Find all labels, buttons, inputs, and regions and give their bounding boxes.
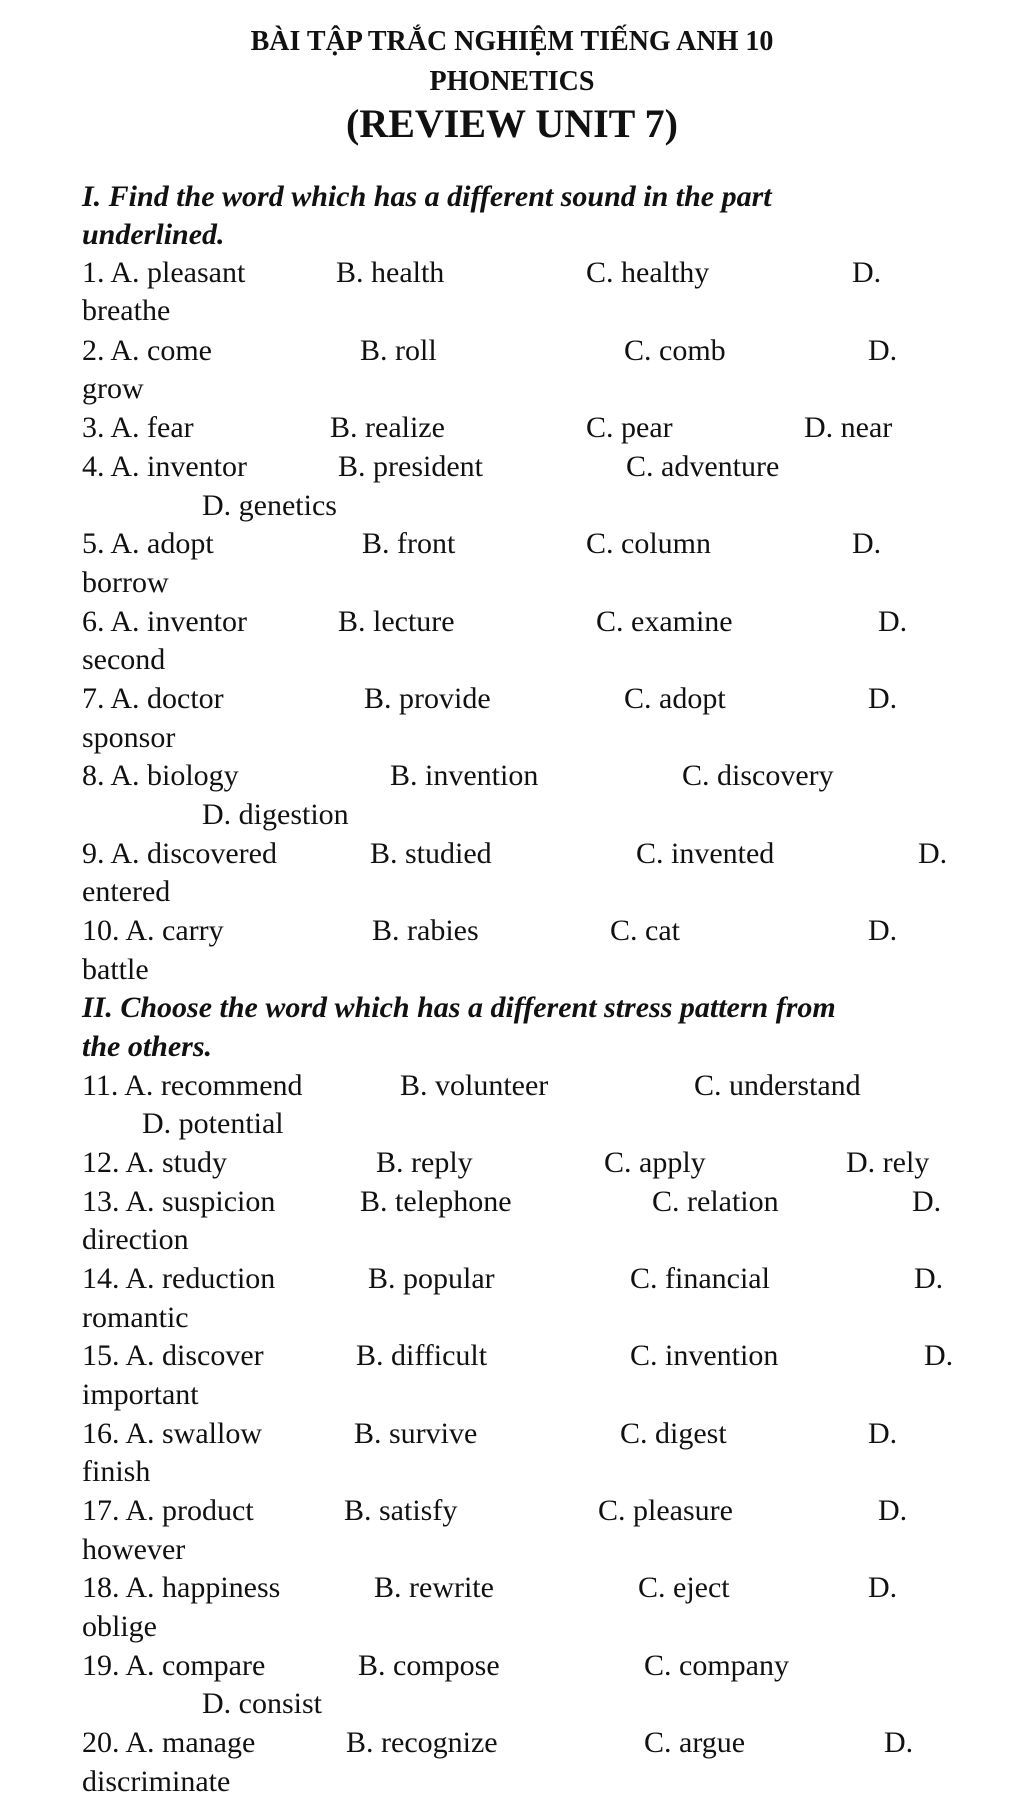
option-c: C. eject	[638, 1571, 730, 1604]
option-a: 17. A. product	[82, 1494, 254, 1527]
option-a: 8. A. biology	[82, 759, 239, 792]
option-a: 5. A. adopt	[82, 527, 214, 560]
option-b: B. health	[336, 256, 445, 289]
option-d-word: entered	[82, 875, 171, 908]
option-b: B. realize	[330, 411, 445, 444]
option-b: B. satisfy	[344, 1494, 458, 1527]
option-d: D.	[868, 682, 898, 715]
option-c: C. financial	[630, 1262, 770, 1295]
option-c: C. pleasure	[598, 1494, 733, 1527]
option-d: D.	[852, 256, 882, 289]
option-d-word: second	[82, 643, 166, 676]
option-d-word: battle	[82, 953, 149, 986]
option-d-word: romantic	[82, 1301, 189, 1334]
option-d: D.	[912, 1185, 942, 1218]
option-a: 16. A. swallow	[82, 1417, 262, 1450]
section-2-heading: II. Choose the word which has a different stress pattern from	[82, 991, 836, 1024]
option-c: C. invented	[636, 837, 775, 870]
option-a: 1. A. pleasant	[82, 256, 246, 289]
option-b: B. provide	[364, 682, 491, 715]
option-a: 19. A. compare	[82, 1649, 266, 1682]
option-c: C. adopt	[624, 682, 726, 715]
option-a: 11. A. recommend	[82, 1069, 303, 1102]
option-b: B. lecture	[338, 605, 455, 638]
option-c: C. pear	[586, 411, 673, 444]
option-d: D. rely	[846, 1146, 930, 1179]
option-a: 4. A. inventor	[82, 450, 247, 483]
option-d: D. digestion	[202, 798, 349, 831]
option-b: B. reply	[376, 1146, 473, 1179]
option-b: B. popular	[368, 1262, 495, 1295]
option-a: 18. A. happiness	[82, 1571, 281, 1604]
option-d-word: oblige	[82, 1610, 157, 1643]
option-d-word: direction	[82, 1223, 189, 1256]
option-a: 7. A. doctor	[82, 682, 224, 715]
section-2-heading-cont: the others.	[82, 1030, 213, 1063]
option-b: B. recognize	[346, 1726, 498, 1759]
option-c: C. apply	[604, 1146, 706, 1179]
option-d-word: borrow	[82, 566, 169, 599]
option-a: 15. A. discover	[82, 1339, 264, 1372]
option-c: C. argue	[644, 1726, 746, 1759]
option-d: D. near	[804, 411, 893, 444]
option-b: B. studied	[370, 837, 492, 870]
worksheet-subtitle: PHONETICS	[429, 66, 595, 97]
option-d: D.	[868, 914, 898, 947]
option-c: C. relation	[652, 1185, 779, 1218]
option-b: B. compose	[358, 1649, 500, 1682]
option-a: 13. A. suspicion	[82, 1185, 276, 1218]
section-1-heading-cont: underlined.	[82, 218, 225, 251]
option-d-word: important	[82, 1378, 199, 1411]
option-c: C. examine	[596, 605, 733, 638]
option-c: C. cat	[610, 914, 680, 947]
option-c: C. comb	[624, 334, 726, 367]
option-b: B. volunteer	[400, 1069, 549, 1102]
option-d: D.	[868, 1417, 898, 1450]
option-a: 14. A. reduction	[82, 1262, 276, 1295]
option-c: C. understand	[694, 1069, 861, 1102]
option-a: 20. A. manage	[82, 1726, 256, 1759]
option-d: D. consist	[202, 1687, 322, 1720]
option-c: C. column	[586, 527, 711, 560]
option-d: D.	[868, 334, 898, 367]
option-c: C. discovery	[682, 759, 834, 792]
option-d: D.	[884, 1726, 914, 1759]
option-d-word: however	[82, 1533, 186, 1566]
section-1-heading: I. Find the word which has a different sound in the part	[82, 180, 772, 213]
option-d-word: sponsor	[82, 721, 176, 754]
option-c: C. adventure	[626, 450, 780, 483]
option-d-word: discriminate	[82, 1765, 231, 1798]
option-a: 10. A. carry	[82, 914, 224, 947]
option-d-word: grow	[82, 372, 144, 405]
option-a: 3. A. fear	[82, 411, 194, 444]
option-b: B. roll	[360, 334, 437, 367]
option-d: D. potential	[142, 1107, 284, 1140]
option-c: C. digest	[620, 1417, 727, 1450]
option-d: D.	[868, 1571, 898, 1604]
option-c: C. healthy	[586, 256, 710, 289]
option-d: D.	[914, 1262, 944, 1295]
option-b: B. survive	[354, 1417, 478, 1450]
option-b: B. rabies	[372, 914, 479, 947]
option-a: 2. A. come	[82, 334, 212, 367]
option-b: B. rewrite	[374, 1571, 494, 1604]
option-d-word: breathe	[82, 294, 171, 327]
option-a: 12. A. study	[82, 1146, 228, 1179]
option-b: B. president	[338, 450, 483, 483]
option-d: D.	[878, 605, 908, 638]
option-b: B. telephone	[360, 1185, 512, 1218]
option-a: 6. A. inventor	[82, 605, 247, 638]
option-b: B. invention	[390, 759, 539, 792]
option-d: D.	[878, 1494, 908, 1527]
worksheet-unit: (REVIEW UNIT 7)	[346, 101, 678, 146]
option-a: 9. A. discovered	[82, 837, 277, 870]
option-d: D. genetics	[202, 489, 337, 522]
option-d-word: finish	[82, 1455, 151, 1488]
option-c: C. invention	[630, 1339, 779, 1372]
option-b: B. difficult	[356, 1339, 488, 1372]
option-d: D.	[924, 1339, 954, 1372]
worksheet-title: BÀI TẬP TRẮC NGHIỆM TIẾNG ANH 10	[250, 26, 774, 57]
option-d: D.	[852, 527, 882, 560]
option-b: B. front	[362, 527, 456, 560]
option-d: D.	[918, 837, 948, 870]
option-c: C. company	[644, 1649, 789, 1682]
